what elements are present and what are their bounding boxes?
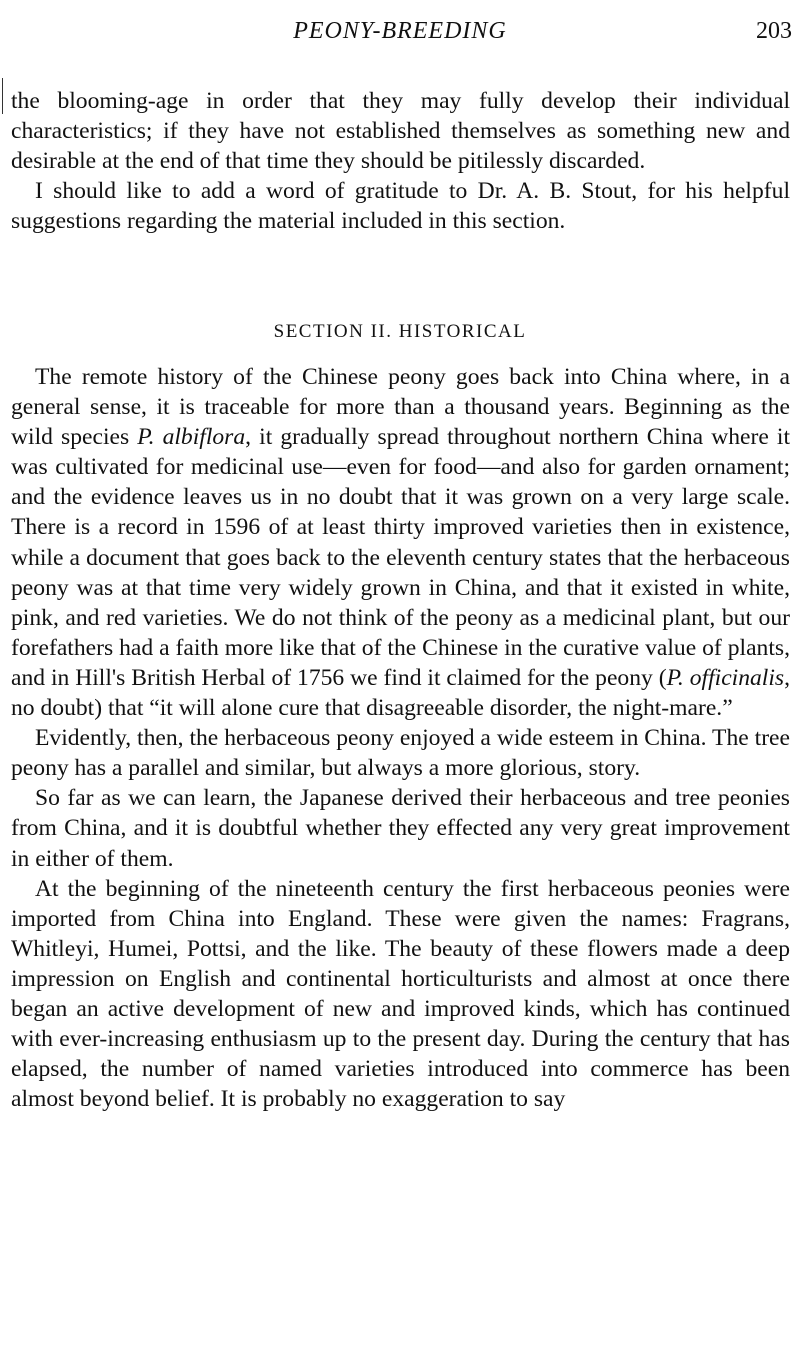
- page-number: 203: [756, 18, 792, 44]
- species-name: P. officinalis: [666, 664, 785, 691]
- paragraph-acknowledgement: I should like to add a word of gratitude to Dr. A. B. Stout, for his helpful suggestions regarding the material included in this section.: [11, 178, 790, 235]
- paragraph-remote-history: [11, 362, 790, 723]
- running-head: [0, 18, 800, 54]
- text-run: , it gradually spread throughout northern China where it was cultivated for medicinal use—even for food—and also for garden ornament; and the evidence leaves us in no doubt that it was grown on a very large scale. There is a record in 1596 of at least thirty improved varieties then in existence, while a document that goes back to the eleventh century states that the herbaceous peony was at that time very widely grown in China, and that it existed in white, pink, and red varieties. We do not think of the peony as a medicinal plant, but our forefathers had a faith more like that of the Chinese in the curative value of plants, and in Hill's British Herbal of 1756 we find it claimed for the peony (: [11, 424, 791, 691]
- paragraph-nineteenth-century: At the beginning of the nineteenth century the first herbaceous peonies were imported from China into England. These were given the names: Fragrans, Whitleyi, Humei, Pottsi, and the like. The beauty of these flowers made a deep impression on English and continental horticulturists and almost at once there began an active development of new and improved kinds, which has continued with ever-increasing enthusiasm up to the present day. During the century that has elapsed, the number of named varieties introduced into commerce has been almost beyond belief. It is probably no exaggeration to say: [11, 875, 790, 1113]
- paragraph-esteem: Evidently, then, the herbaceous peony enjoyed a wide esteem in China. The tree peony has a parallel and similar, but always a more glorious, story.: [11, 725, 790, 782]
- paragraph-japanese: So far as we can learn, the Japanese derived their herbaceous and tree peonies from China, and it is doubtful whether they effected any very great improvement in either of them.: [11, 785, 790, 872]
- section-heading: SECTION II. HISTORICAL: [273, 321, 527, 342]
- species-name: P. albiflora: [137, 424, 246, 451]
- paragraph-continued: the blooming-age in order that they may fully develop their individual characteristics; if they have not established themselves as something new and desirable at the end of that time they should be pitilessly discarded.: [11, 88, 790, 175]
- top-text-block: [11, 86, 790, 236]
- margin-mark: [2, 78, 3, 114]
- text-run: , no doubt) that “it will alone cure that disagreeable disorder, the night-mare.”: [11, 664, 791, 722]
- main-text-block: [11, 362, 790, 1114]
- text-run: The remote history of the Chinese peony goes back into China where, in a general sense, it is traceable for more than a thousand years. Beginning as the wild species: [11, 364, 790, 451]
- running-title: PEONY-BREEDING: [293, 18, 507, 44]
